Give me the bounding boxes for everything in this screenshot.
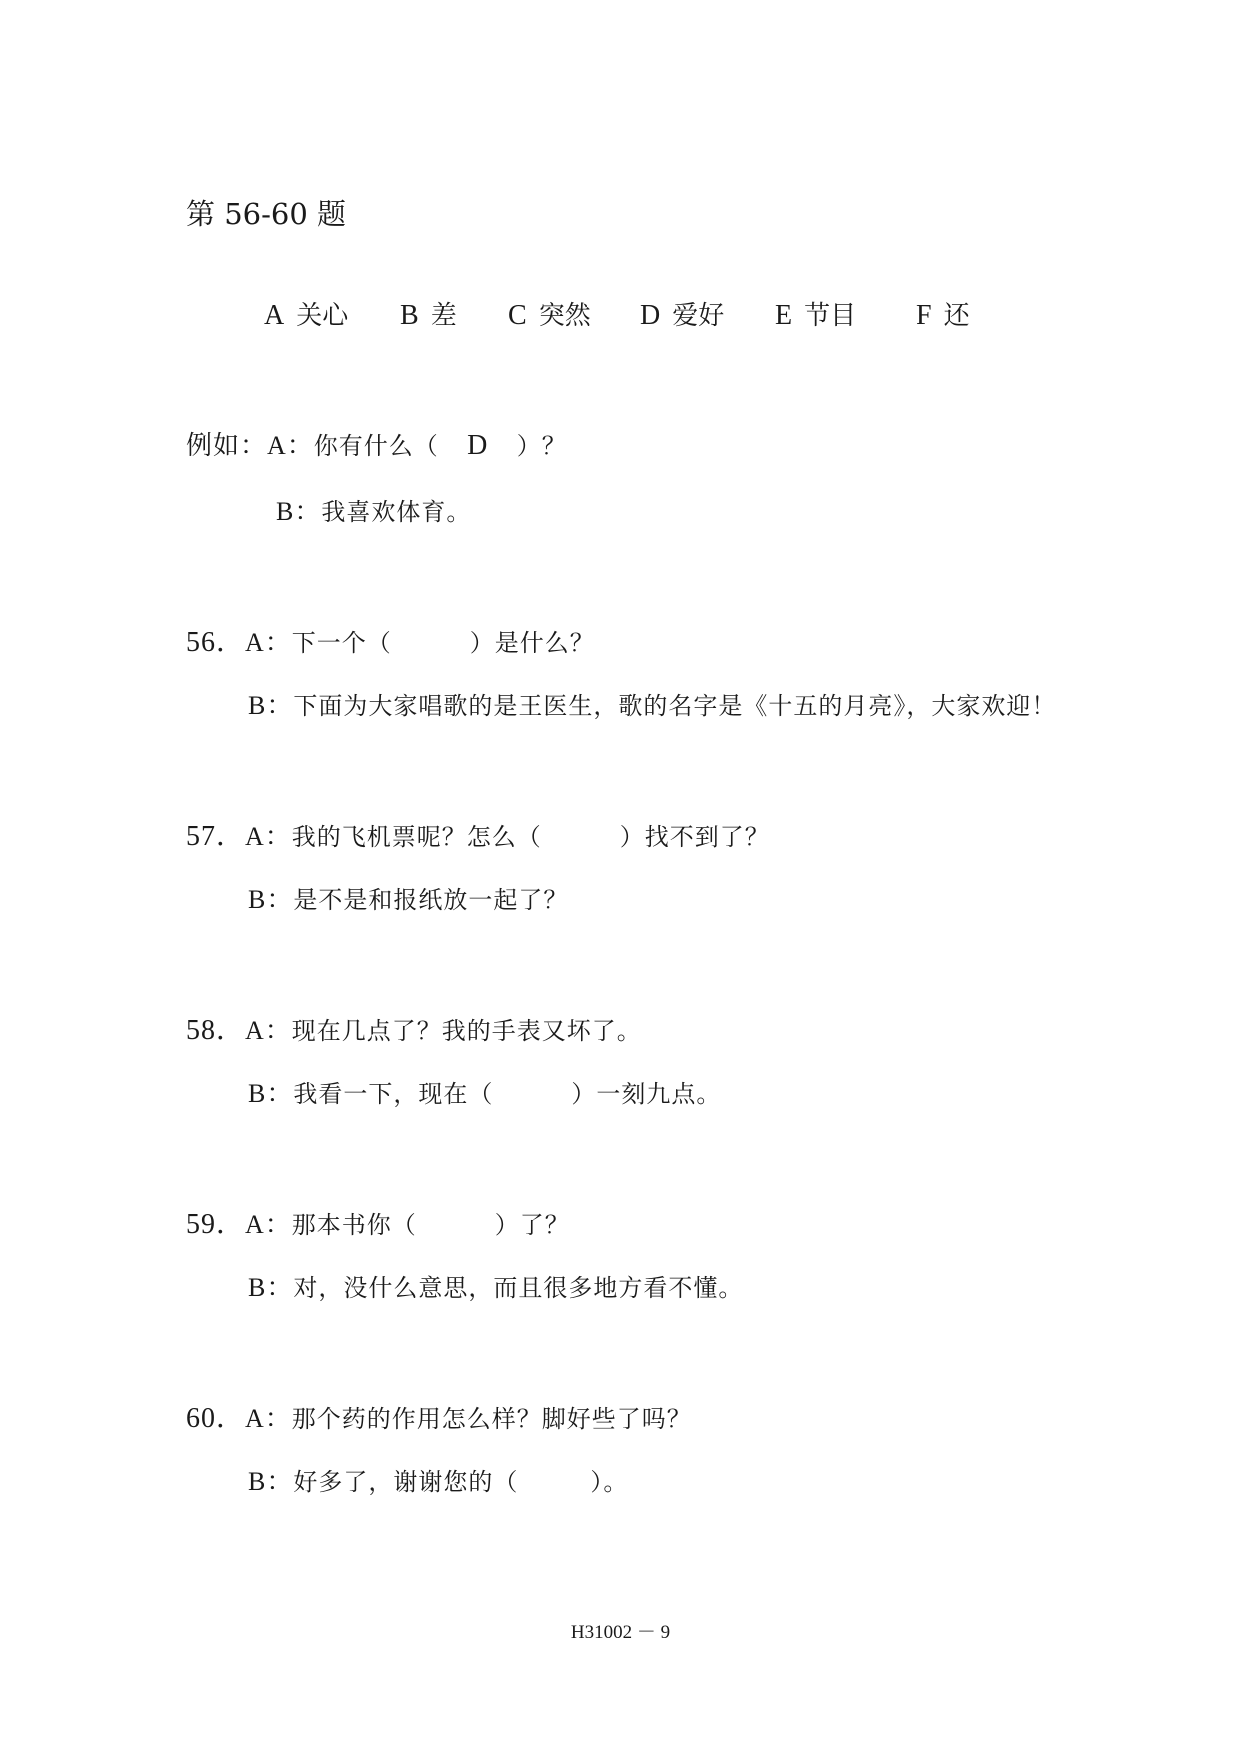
option-letter: D [640, 300, 661, 331]
option-word: 关心 [296, 301, 349, 331]
question-59-line-b [248, 1267, 743, 1304]
question-57-line-a [186, 814, 770, 854]
option-word: 还 [943, 301, 970, 331]
question-text-before: 我的飞机票呢？怎么（ [291, 823, 542, 851]
option-letter: B [400, 300, 419, 331]
section-title: 第 56-60 题 [186, 197, 347, 231]
question-text-before: 那本书你（ [291, 1211, 417, 1239]
question-text-after: ）了？ [494, 1211, 570, 1239]
speaker-label: B： [248, 691, 294, 720]
speaker-label: B： [248, 1467, 294, 1496]
speaker-label: B： [248, 885, 294, 914]
speaker-label: A： [245, 1210, 292, 1239]
option-e [775, 295, 856, 332]
question-60-line-a [186, 1396, 692, 1436]
speaker-label: A： [267, 431, 314, 460]
question-56-line-b [248, 685, 1056, 722]
speaker-label: A： [245, 628, 292, 657]
example-answer: D [467, 430, 489, 461]
question-text: 那个药的作用怎么样？脚好些了吗？ [291, 1405, 692, 1433]
question-text-after: ）是什么？ [469, 629, 595, 657]
option-a [264, 295, 348, 332]
example-text-before: 你有什么（ [313, 432, 439, 460]
option-b [400, 295, 457, 332]
question-text-before: 下一个（ [291, 629, 392, 657]
option-word: 突然 [538, 301, 591, 331]
question-number: 57． [186, 821, 246, 852]
option-c [508, 295, 591, 332]
question-number: 56． [186, 627, 246, 658]
option-d [640, 295, 724, 332]
question-58-line-a [186, 1008, 642, 1048]
question-57-line-b [248, 879, 568, 916]
example-line-a [186, 425, 567, 462]
question-text: 对，没什么意思，而且很多地方看不懂。 [293, 1274, 744, 1302]
speaker-label: A： [245, 822, 292, 851]
question-number: 59． [186, 1209, 246, 1240]
question-text-after: ）找不到了？ [619, 823, 770, 851]
question-text: 下面为大家唱歌的是王医生，歌的名字是《十五的月亮》，大家欢迎！ [293, 692, 1057, 720]
speaker-label: A： [245, 1404, 292, 1433]
example-text: 我喜欢体育。 [321, 498, 472, 526]
speaker-label: B： [248, 1273, 294, 1302]
question-58-line-b [248, 1073, 721, 1110]
question-text-after: ）一刻九点。 [571, 1080, 722, 1108]
page-footer: H31002 － 9 [570, 1622, 671, 1643]
speaker-label: B： [248, 1079, 294, 1108]
question-text-before: 好多了，谢谢您的（ [293, 1468, 519, 1496]
speaker-label: B： [276, 497, 322, 526]
question-text: 是不是和报纸放一起了？ [293, 886, 569, 914]
option-letter: E [775, 300, 793, 331]
question-number: 58． [186, 1015, 246, 1046]
question-text-after: ）。 [590, 1468, 629, 1496]
question-text: 现在几点了？我的手表又坏了。 [291, 1017, 642, 1045]
question-number: 60． [186, 1403, 246, 1434]
question-56-line-a [186, 620, 595, 660]
example-prefix: 例如： [186, 431, 268, 461]
option-letter: C [508, 300, 527, 331]
option-letter: F [916, 300, 932, 331]
question-text-before: 我看一下，现在（ [293, 1080, 494, 1108]
example-text-after: ）？ [516, 432, 567, 460]
option-word: 节目 [804, 301, 857, 331]
question-59-line-a [186, 1202, 570, 1242]
option-word: 差 [430, 301, 457, 331]
example-line-b [276, 491, 471, 528]
option-f [916, 295, 970, 332]
question-60-line-b [248, 1461, 628, 1498]
option-letter: A [264, 300, 285, 331]
speaker-label: A： [245, 1016, 292, 1045]
option-word: 爱好 [672, 301, 725, 331]
